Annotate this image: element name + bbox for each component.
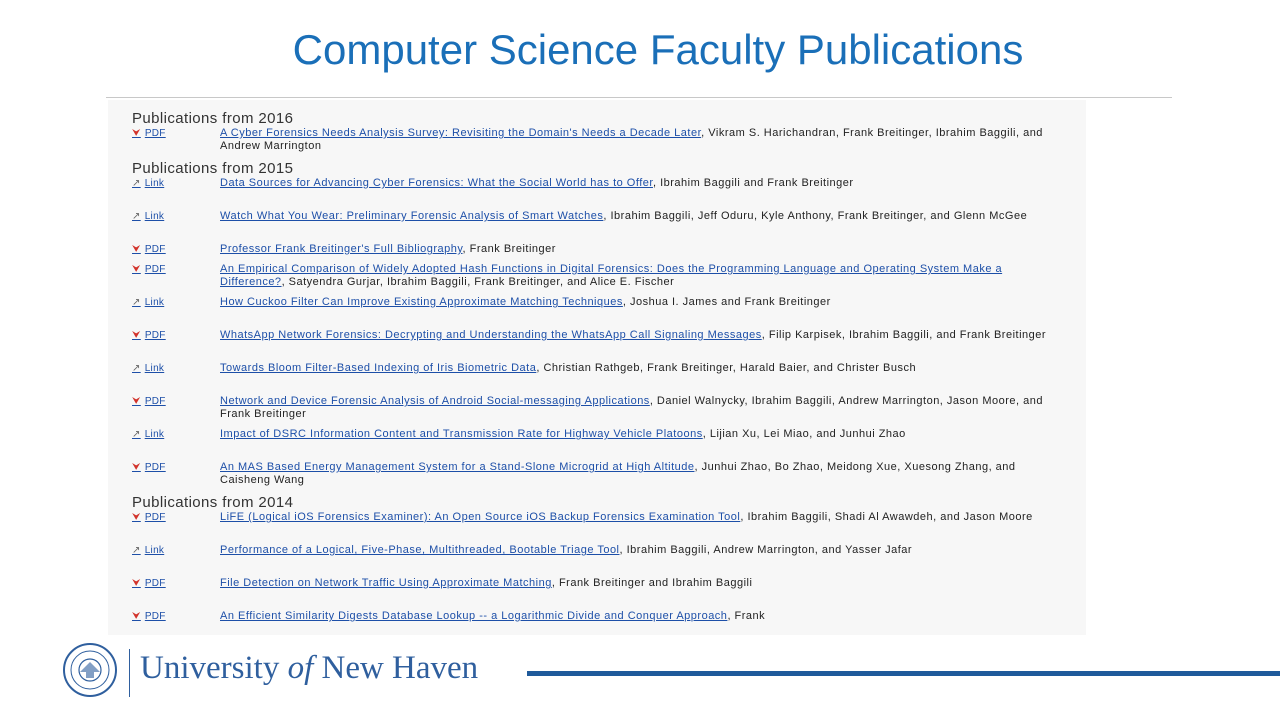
pdf-icon: ⮟ [132, 512, 141, 523]
publication-authors: , Satyendra Gurjar, Ibrahim Baggili, Frank Breitinger, and Alice E. Fischer [281, 276, 675, 288]
publication-entry [132, 296, 1074, 329]
pdf-icon: ⮟ [132, 396, 141, 407]
publication-title-link[interactable]: Professor Frank Breitinger's Full Bibliography [220, 243, 463, 255]
publication-title-link[interactable]: A Cyber Forensics Needs Analysis Survey: Revisiting the Domain's Needs a Decade Later [220, 127, 702, 139]
pdf-link[interactable] [132, 395, 220, 408]
publication-entry [132, 210, 1074, 243]
pdf-link[interactable] [132, 263, 220, 276]
external-link[interactable] [132, 428, 220, 441]
publication-entry [132, 395, 1074, 428]
publication-entry [132, 511, 1074, 544]
badge-label: Link [144, 429, 165, 440]
pdf-link[interactable] [132, 610, 220, 623]
publication-text [220, 544, 1066, 557]
publication-authors: , Junhui Zhao, Bo Zhao, Meidong Xue, Xuesong Zhang, and Caisheng Wang [220, 461, 1016, 486]
publication-title-link[interactable]: Watch What You Wear: Preliminary Forensic Analysis of Smart Watches [220, 210, 604, 222]
publication-text [220, 511, 1066, 524]
publication-text [220, 577, 1066, 590]
publication-title-link[interactable]: Performance of a Logical, Five-Phase, Multithreaded, Bootable Triage Tool [220, 544, 620, 556]
publication-title-link[interactable]: File Detection on Network Traffic Using Approximate Matching [220, 577, 552, 589]
badge-label: Link [144, 178, 165, 189]
footer-bar [527, 671, 1280, 676]
publication-title-link[interactable]: An Efficient Similarity Digests Database Lookup -- a Logarithmic Divide and Conquer Approach [220, 610, 728, 622]
publication-authors: , Ibrahim Baggili, Shadi Al Awawdeh, and Jason Moore [740, 511, 1033, 523]
publication-title-link[interactable]: LiFE (Logical iOS Forensics Examiner): An Open Source iOS Backup Forensics Examination Tool [220, 511, 741, 523]
footer [0, 634, 1280, 720]
badge-label: PDF [144, 244, 166, 255]
publication-entry [132, 127, 1074, 160]
publication-entry [132, 428, 1074, 461]
section-heading: Publications from 2016 [132, 110, 294, 127]
external-link-icon: ↗ [132, 429, 141, 440]
publication-authors: , Lijian Xu, Lei Miao, and Junhui Zhao [702, 428, 906, 440]
section-heading: Publications from 2014 [132, 494, 294, 511]
publication-entry [132, 362, 1074, 395]
pdf-icon: ⮟ [132, 244, 141, 255]
pdf-link[interactable] [132, 577, 220, 590]
publication-entry [132, 610, 1074, 635]
badge-label: PDF [144, 611, 166, 622]
publication-text [220, 610, 1066, 623]
external-link-icon: ↗ [132, 545, 141, 556]
pdf-link[interactable] [132, 511, 220, 524]
title-divider [106, 97, 1172, 98]
publication-entry [132, 177, 1074, 210]
publication-entry [132, 544, 1074, 577]
publication-text [220, 243, 1066, 256]
badge-label: Link [144, 545, 165, 556]
badge-label: PDF [144, 396, 166, 407]
university-name: University of New Haven [140, 650, 479, 686]
external-link-icon: ↗ [132, 211, 141, 222]
publication-text [220, 428, 1066, 441]
pdf-icon: ⮟ [132, 578, 141, 589]
pdf-icon: ⮟ [132, 611, 141, 622]
publication-title-link[interactable]: Impact of DSRC Information Content and Transmission Rate for Highway Vehicle Platoons [220, 428, 703, 440]
external-link-icon: ↗ [132, 178, 141, 189]
publication-authors: , Vikram S. Harichandran, Frank Breitinger, Ibrahim Baggili, and Andrew Marrington [220, 127, 1043, 152]
publication-title-link[interactable]: An MAS Based Energy Management System for a Stand-Slone Microgrid at High Altitude [220, 461, 695, 473]
section-heading: Publications from 2015 [132, 160, 294, 177]
publication-text [220, 296, 1066, 309]
pdf-link[interactable] [132, 127, 220, 140]
publication-authors: , Filip Karpisek, Ibrahim Baggili, and Frank Breitinger [761, 329, 1047, 341]
slide-title: Computer Science Faculty Publications [292, 26, 1024, 73]
badge-label: PDF [144, 512, 166, 523]
publication-entry [132, 577, 1074, 610]
publication-text [220, 210, 1066, 223]
badge-label: Link [144, 363, 165, 374]
pdf-link[interactable] [132, 329, 220, 342]
publication-text [220, 263, 1066, 289]
external-link[interactable] [132, 296, 220, 309]
pdf-icon: ⮟ [132, 330, 141, 341]
publication-entry [132, 243, 1074, 263]
publication-title-link[interactable]: An Empirical Comparison of Widely Adopted Hash Functions in Digital Forensics: Does the Programming Language and Operating System Make a Difference? [220, 263, 1003, 288]
badge-label: PDF [144, 330, 166, 341]
publication-text [220, 177, 1066, 190]
external-link[interactable] [132, 362, 220, 375]
external-link[interactable] [132, 544, 220, 557]
external-link[interactable] [132, 210, 220, 223]
pdf-link[interactable] [132, 461, 220, 474]
publication-text [220, 329, 1066, 342]
publication-entry [132, 329, 1074, 362]
publication-authors: , Ibrahim Baggili and Frank Breitinger [652, 177, 854, 189]
publication-authors: , Ibrahim Baggili, Jeff Oduru, Kyle Anthony, Frank Breitinger, and Glenn McGee [603, 210, 1028, 222]
pdf-link[interactable] [132, 243, 220, 256]
badge-label: PDF [144, 264, 166, 275]
publication-title-link[interactable]: Data Sources for Advancing Cyber Forensics: What the Social World has to Offer [220, 177, 653, 189]
external-link-icon: ↗ [132, 297, 141, 308]
publication-title-link[interactable]: Towards Bloom Filter-Based Indexing of Iris Biometric Data [220, 362, 537, 374]
publication-authors: , Frank Breitinger [462, 243, 556, 255]
pdf-icon: ⮟ [132, 264, 141, 275]
badge-label: Link [144, 211, 165, 222]
publication-title-link[interactable]: How Cuckoo Filter Can Improve Existing Approximate Matching Techniques [220, 296, 623, 308]
publications-screenshot [108, 100, 1086, 635]
publication-authors: , Ibrahim Baggili, Andrew Marrington, and Yasser Jafar [619, 544, 913, 556]
footer-divider [129, 649, 130, 697]
publication-title-link[interactable]: WhatsApp Network Forensics: Decrypting and Understanding the WhatsApp Call Signaling Messages [220, 329, 762, 341]
badge-label: Link [144, 297, 165, 308]
publication-authors: , Frank [727, 610, 766, 622]
publication-authors: , Christian Rathgeb, Frank Breitinger, Harald Baier, and Christer Busch [536, 362, 917, 374]
badge-label: PDF [144, 578, 166, 589]
publication-authors: , Frank Breitinger and Ibrahim Baggili [551, 577, 753, 589]
publication-entry [132, 461, 1074, 494]
external-link-icon: ↗ [132, 363, 141, 374]
publication-text [220, 395, 1066, 421]
publication-title-link[interactable]: Network and Device Forensic Analysis of Android Social-messaging Applications [220, 395, 650, 407]
badge-label: PDF [144, 128, 166, 139]
publication-authors: , Daniel Walnycky, Ibrahim Baggili, Andrew Marrington, Jason Moore, and Frank Breitinger [220, 395, 1043, 420]
publication-text [220, 362, 1066, 375]
publication-entry [132, 263, 1074, 296]
badge-label: PDF [144, 462, 166, 473]
publication-authors: , Joshua I. James and Frank Breitinger [622, 296, 831, 308]
external-link[interactable] [132, 177, 220, 190]
university-seal-icon [62, 642, 118, 698]
pdf-icon: ⮟ [132, 462, 141, 473]
pdf-icon: ⮟ [132, 128, 141, 139]
publication-text [220, 127, 1066, 153]
publication-text [220, 461, 1066, 487]
publications-list [132, 110, 1074, 635]
